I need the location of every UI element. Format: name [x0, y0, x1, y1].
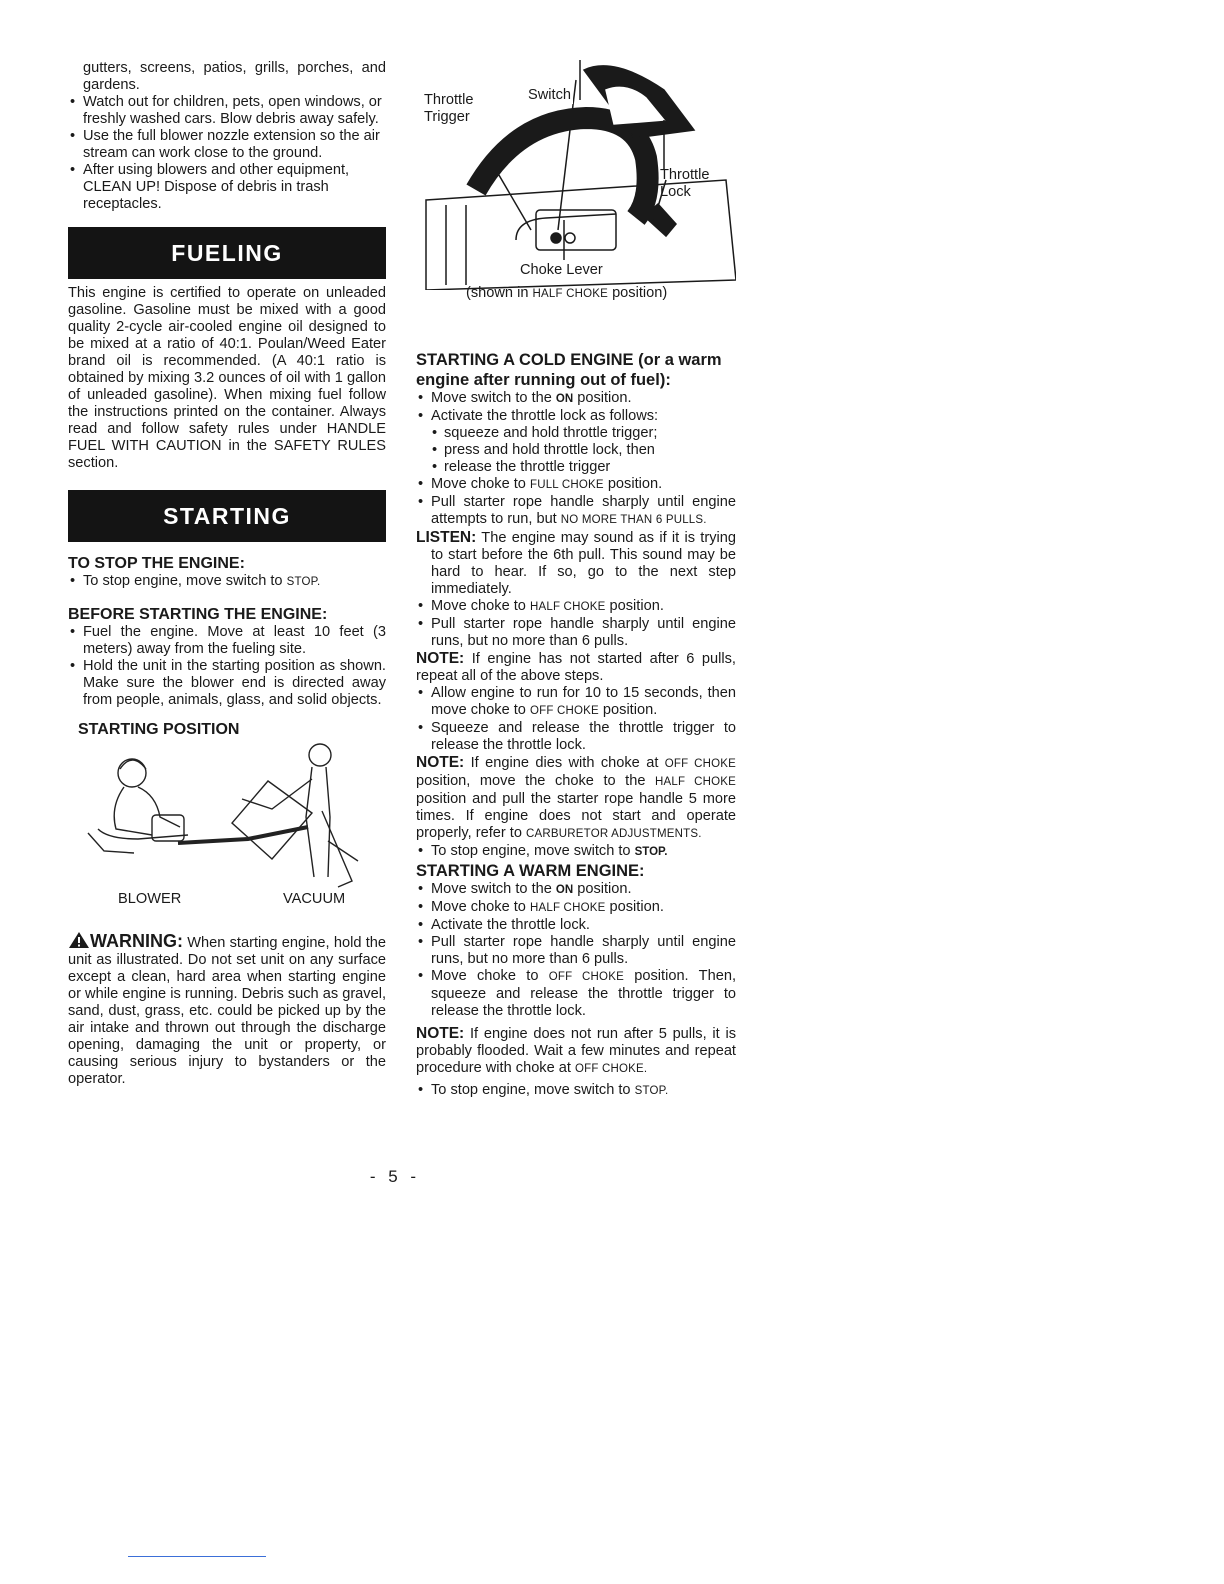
text: ON — [555, 393, 574, 405]
text: To stop engine, move switch to — [431, 843, 635, 859]
text: Move switch to the — [431, 390, 556, 406]
text: OFF CHOKE — [548, 971, 624, 983]
text: OFF CHOKE — [664, 758, 736, 770]
list-item: • Pull starter rope handle sharply until engine runs, but no more than 6 pulls. — [416, 616, 736, 650]
list-item — [68, 573, 386, 591]
cold-engine-heading: STARTING A COLD ENGINE (or a warm engine after running out of fuel): — [416, 351, 722, 389]
list-item: • Watch out for children, pets, open windows, or freshly washed cars. Blow debris away safely. — [68, 94, 386, 128]
note-label: NOTE: — [416, 754, 465, 771]
list-item: • Pull starter rope handle sharply until engine runs, but no more than 6 pulls. — [416, 934, 736, 968]
text: position. — [598, 702, 658, 718]
text: position. Then, squeeze and release the throttle trigger to release the throttle lock. — [431, 968, 736, 1019]
throttle-trigger-label — [424, 92, 473, 126]
text: position. — [605, 598, 664, 614]
note-label: NOTE: — [416, 650, 465, 667]
text: If engine dies with choke at — [464, 755, 665, 771]
figure-caption — [466, 285, 667, 303]
starting-position-figure — [68, 721, 386, 911]
right-column — [416, 60, 736, 1100]
switch-label: Switch — [528, 87, 571, 103]
list-item: • After using blowers and other equipment, CLEAN UP! Dispose of debris in trash receptacles. — [68, 162, 386, 213]
text: If engine has not started after 6 pulls, repeat all of the above steps. — [416, 651, 736, 684]
text: CARBURETOR ADJUSTMENTS. — [526, 828, 702, 840]
cold-engine-list-4 — [416, 685, 736, 754]
list-item — [416, 968, 736, 1020]
text: position. — [603, 476, 663, 492]
text: (shown in — [466, 285, 533, 301]
warning-icon — [68, 931, 90, 949]
before-starting-heading: BEFORE STARTING THE ENGINE: — [68, 606, 328, 623]
warm-engine-list — [416, 881, 736, 1020]
list-item: • Use the full blower nozzle extension so the air stream can work close to the ground. — [68, 128, 386, 162]
text: position. — [573, 390, 632, 406]
text: Move choke to — [431, 598, 530, 614]
cold-engine-list-2 — [416, 476, 736, 529]
vacuum-operator-drawing — [232, 744, 358, 887]
list-item: • Activate the throttle lock as follows: — [416, 408, 736, 425]
list-item: • Hold the unit in the starting position as shown. Make sure the blower end is directed away from people, animals, glass, and solid objects. — [68, 658, 386, 709]
text: If engine does not run after 5 pulls, it is probably flooded. Wait a few minutes and repeat procedure with choke at — [416, 1026, 736, 1076]
text: Trigger — [424, 109, 470, 125]
list-item: • Fuel the engine. Move at least 10 feet (3 meters) away from the fueling site. — [68, 624, 386, 658]
list-item — [416, 494, 736, 529]
listen-note — [416, 529, 736, 598]
starting-banner — [68, 490, 386, 542]
list-item — [416, 1082, 736, 1100]
text: STOP. — [634, 846, 668, 858]
cold-engine-list — [416, 390, 736, 425]
warm-engine-heading: STARTING A WARM ENGINE: — [416, 862, 645, 880]
final-list — [416, 1082, 736, 1100]
list-item — [416, 476, 736, 494]
text: Lock — [660, 184, 691, 200]
text: Move switch to the — [431, 881, 556, 897]
text: Move choke to — [431, 968, 549, 984]
fueling-text: This engine is certified to operate on unleaded gasoline. Gasoline must be mixed with a good quality 2-cycle air-cooled engine oil designed to be mixed at a ratio of 40:1. Poulan/Weed Eater brand oil is recommended. (A 40:1 ratio is obtained by mixing 3.2 ounces of oil with 1 gallon of unleaded gasoline). When mixing fuel follow the instructions printed on the container. Always read and follow safety rules under HANDLE FUEL WITH CAUTION in the SAFETY RULES section. — [68, 285, 386, 471]
text: The engine may sound as if it is trying to start before the 6th pull. This sound may be hard to hear. If so, go to the next step immediately. — [431, 530, 736, 597]
text: position and pull the starter rope handle 5 more times. If engine does not start and operate properly, refer to — [416, 791, 736, 841]
list-item: • Activate the throttle lock. — [416, 917, 736, 934]
text: Pull starter rope handle sharply until engine attempts to run, but — [431, 494, 736, 527]
text: ON — [555, 884, 574, 896]
text: FULL CHOKE — [529, 479, 604, 491]
throttle-lock-steps — [416, 425, 736, 476]
warning-body: When starting engine, hold the unit as illustrated. Do not set unit on any surface except a clean, hard area when starting engine or while engine is running. Debris such as gravel, sand, dust, grass, etc. could be picked up by the air intake and thrown out through the discharge opening, damaging the unit or property, or causing serious injury to bystanders or the operator. — [68, 935, 386, 1087]
text: STOP. — [286, 576, 321, 588]
cold-engine-list-5 — [416, 843, 736, 861]
text: position. — [605, 899, 664, 915]
text: HALF CHOKE — [529, 601, 606, 613]
text: OFF CHOKE. — [575, 1063, 648, 1075]
list-item — [416, 390, 736, 408]
text: Move choke to — [431, 899, 530, 915]
choke-lever-label: Choke Lever — [520, 262, 603, 278]
note-repeat — [416, 650, 736, 685]
text: To stop engine, move switch to — [83, 573, 287, 589]
left-column — [68, 60, 386, 1088]
text: Allow engine to run for 10 to 15 seconds, then move choke to — [431, 685, 736, 718]
intro-bullet-list — [68, 94, 386, 213]
blower-controls-figure — [416, 60, 736, 312]
text: OFF CHOKE — [529, 705, 599, 717]
list-item — [416, 899, 736, 917]
note-engine-dies — [416, 754, 736, 843]
text: position) — [608, 285, 668, 301]
warning-text — [68, 931, 386, 1088]
text: Move choke to — [431, 476, 530, 492]
intro-text: gutters, screens, patios, grills, porches, and gardens. — [83, 60, 386, 93]
list-item — [416, 685, 736, 720]
throttle-lock-label — [660, 167, 709, 201]
list-item — [416, 598, 736, 616]
note-flooded — [416, 1025, 736, 1078]
text: STOP. — [634, 1085, 669, 1097]
text: HALF CHOKE — [655, 776, 736, 788]
footer-divider — [128, 1556, 266, 1557]
stop-engine-heading: TO STOP THE ENGINE: — [68, 555, 245, 572]
page-number: - 5 - — [369, 1167, 421, 1186]
listen-label: LISTEN: — [416, 529, 477, 546]
list-item: • Squeeze and release the throttle trigger to release the throttle lock. — [416, 720, 736, 754]
text: To stop engine, move switch to — [431, 1082, 635, 1098]
starting-title: STARTING — [163, 502, 291, 529]
list-item: • release the throttle trigger — [416, 459, 736, 476]
blower-label: BLOWER — [118, 891, 182, 907]
list-item — [416, 843, 736, 861]
list-item: • squeeze and hold throttle trigger; — [416, 425, 736, 442]
fueling-title: FUELING — [171, 239, 283, 266]
text: NO MORE THAN 6 PULLS. — [560, 514, 707, 526]
stop-engine-list — [68, 573, 386, 591]
starting-position-heading: STARTING POSITION — [78, 721, 240, 738]
fueling-banner — [68, 227, 386, 279]
vacuum-label: VACUUM — [283, 891, 346, 907]
starting-position-illustration — [68, 741, 386, 891]
text: HALF CHOKE — [532, 288, 609, 300]
text: HALF CHOKE — [529, 902, 606, 914]
text: Throttle — [660, 167, 710, 183]
text: position, move the choke to the — [416, 773, 656, 789]
text: position. — [573, 881, 632, 897]
warning-block — [68, 931, 386, 1088]
before-starting-list — [68, 624, 386, 709]
warning-label: WARNING: — [90, 931, 183, 951]
cold-engine-list-3 — [416, 598, 736, 650]
text: Throttle — [424, 92, 474, 108]
note-label: NOTE: — [416, 1025, 465, 1042]
list-item — [416, 881, 736, 899]
list-item: • press and hold throttle lock, then — [416, 442, 736, 459]
